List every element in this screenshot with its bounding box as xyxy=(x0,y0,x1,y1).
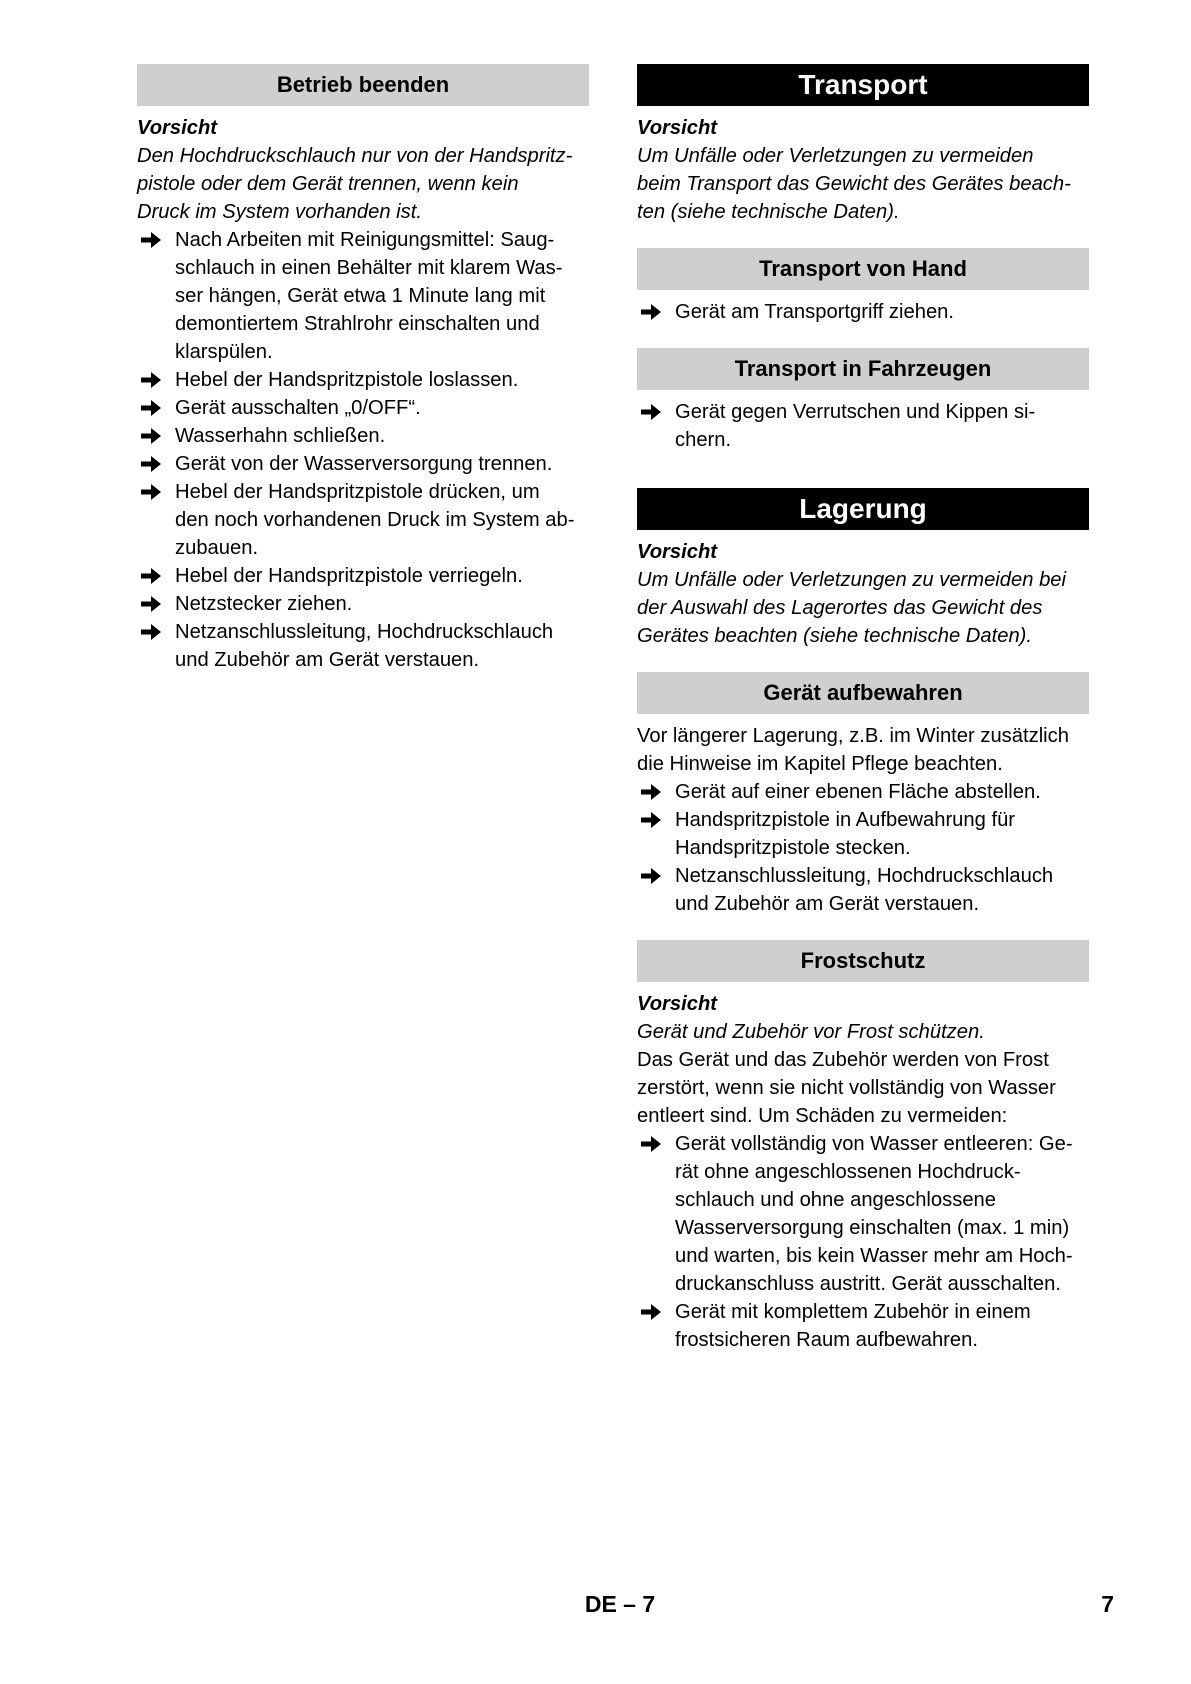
list-item xyxy=(137,422,589,450)
list-item-line: den noch vorhandenen Druck im System ab- xyxy=(175,509,575,531)
text-line: pistole oder dem Gerät trennen, wenn kein xyxy=(137,173,519,195)
list-item-line: Wasserhahn schließen. xyxy=(175,425,386,447)
list-item-line: Gerät von der Wasserversorgung trennen. xyxy=(175,453,553,475)
text-line: zerstört, wenn sie nicht vollständig von Wasser xyxy=(637,1077,1056,1099)
list-item-line: Hebel der Handspritzpistole loslassen. xyxy=(175,369,519,391)
caution-text xyxy=(137,142,589,226)
arrow-right-icon xyxy=(139,226,163,254)
arrow-right-icon xyxy=(139,478,163,506)
text-line: Das Gerät und das Zubehör werden von Frost xyxy=(637,1049,1049,1071)
page-number: 7 xyxy=(1101,1591,1114,1617)
list-item xyxy=(637,398,1089,454)
arrow-right-icon xyxy=(639,398,663,426)
text-line: Vor längerer Lagerung, z.B. im Winter zusätzlich xyxy=(637,725,1069,747)
text-line: beim Transport das Gewicht des Gerätes beach- xyxy=(637,173,1071,195)
arrow-right-icon xyxy=(139,450,163,478)
list-item-line: zubauen. xyxy=(175,537,259,559)
left-column xyxy=(137,64,589,674)
caution-text xyxy=(637,1018,1089,1046)
list-item-line: klarspülen. xyxy=(175,341,273,363)
step-list xyxy=(637,298,1089,326)
arrow-right-icon xyxy=(139,394,163,422)
text-line: entleert sind. Um Schäden zu vermeiden: xyxy=(637,1105,1008,1127)
list-item xyxy=(137,394,589,422)
list-item-line: Netzstecker ziehen. xyxy=(175,593,353,615)
list-item-line: Netzanschlussleitung, Hochdruckschlauch xyxy=(175,621,554,643)
list-item xyxy=(637,862,1089,918)
list-item xyxy=(137,366,589,394)
list-item-line: frostsicheren Raum aufbewahren. xyxy=(675,1329,978,1351)
section-heading-betrieb-beenden: Betrieb beenden xyxy=(137,64,589,106)
text-line: Druck im System vorhanden ist. xyxy=(137,201,422,223)
list-item-line: und warten, bis kein Wasser mehr am Hoch- xyxy=(675,1245,1073,1267)
list-item-line: schlauch und ohne angeschlossene xyxy=(675,1189,996,1211)
paragraph xyxy=(637,1046,1089,1130)
paragraph xyxy=(637,722,1089,778)
right-column xyxy=(637,64,1089,1354)
list-item-line: Handspritzpistole in Aufbewahrung für xyxy=(675,809,1016,831)
list-item-line: rät ohne angeschlossenen Hochdruck- xyxy=(675,1161,1021,1183)
list-item-line: demontiertem Strahlrohr einschalten und xyxy=(175,313,540,335)
step-list xyxy=(637,1130,1089,1354)
list-item-line: Gerät gegen Verrutschen und Kippen si- xyxy=(675,401,1036,423)
list-item-line: Gerät am Transportgriff ziehen. xyxy=(675,301,955,323)
list-item xyxy=(637,778,1089,806)
list-item xyxy=(137,478,589,562)
list-item-line: Nach Arbeiten mit Reinigungsmittel: Saug- xyxy=(175,229,555,251)
list-item-line: Hebel der Handspritzpistole verriegeln. xyxy=(175,565,523,587)
caution-title: Vorsicht xyxy=(637,117,718,139)
list-item xyxy=(137,226,589,366)
arrow-right-icon xyxy=(639,806,663,834)
footer-page-label: DE – 7 xyxy=(584,1591,656,1617)
list-item-line: und Zubehör am Gerät verstauen. xyxy=(175,649,480,671)
list-item-line: Gerät auf einer ebenen Fläche abstellen. xyxy=(675,781,1041,803)
text-line: Gerätes beachten (siehe technische Daten). xyxy=(637,625,1033,647)
text-line: Um Unfälle oder Verletzungen zu vermeiden bei xyxy=(637,569,1067,591)
step-list xyxy=(137,226,589,674)
list-item-line: Netzanschlussleitung, Hochdruckschlauch xyxy=(675,865,1054,887)
list-item xyxy=(137,450,589,478)
arrow-right-icon xyxy=(639,1130,663,1158)
list-item xyxy=(637,298,1089,326)
list-item-line: und Zubehör am Gerät verstauen. xyxy=(675,893,980,915)
list-item xyxy=(637,1298,1089,1354)
caution-title: Vorsicht xyxy=(637,993,718,1015)
step-list xyxy=(637,778,1089,918)
section-heading-frostschutz: Frostschutz xyxy=(637,940,1089,982)
list-item-line: ser hängen, Gerät etwa 1 Minute lang mit xyxy=(175,285,546,307)
chapter-heading-transport: Transport xyxy=(637,64,1089,106)
text-line: Um Unfälle oder Verletzungen zu vermeiden xyxy=(637,145,1034,167)
arrow-right-icon xyxy=(139,366,163,394)
text-line: der Auswahl des Lagerortes das Gewicht des xyxy=(637,597,1043,619)
caution-title: Vorsicht xyxy=(637,541,718,563)
arrow-right-icon xyxy=(139,590,163,618)
arrow-right-icon xyxy=(139,422,163,450)
text-line: ten (siehe technische Daten). xyxy=(637,201,900,223)
caution-text xyxy=(637,142,1089,226)
list-item-line: druckanschluss austritt. Gerät ausschalten. xyxy=(675,1273,1061,1295)
section-heading-transport-von-hand: Transport von Hand xyxy=(637,248,1089,290)
text-line: die Hinweise im Kapitel Pflege beachten. xyxy=(637,753,1003,775)
arrow-right-icon xyxy=(639,862,663,890)
list-item-line: Wasserversorgung einschalten (max. 1 min) xyxy=(675,1217,1070,1239)
arrow-right-icon xyxy=(139,562,163,590)
text-line: Den Hochdruckschlauch nur von der Handspritz- xyxy=(137,145,573,167)
list-item-line: schlauch in einen Behälter mit klarem Was- xyxy=(175,257,563,279)
list-item xyxy=(137,590,589,618)
list-item-line: Gerät vollständig von Wasser entleeren: Ge- xyxy=(675,1133,1073,1155)
text-line: Gerät und Zubehör vor Frost schützen. xyxy=(637,1021,985,1043)
section-heading-transport-in-fahrzeugen: Transport in Fahrzeugen xyxy=(637,348,1089,390)
caution-title: Vorsicht xyxy=(137,117,218,139)
list-item-line: Hebel der Handspritzpistole drücken, um xyxy=(175,481,540,503)
arrow-right-icon xyxy=(639,298,663,326)
list-item xyxy=(637,1130,1089,1298)
list-item-line: Handspritzpistole stecken. xyxy=(675,837,911,859)
chapter-heading-lagerung: Lagerung xyxy=(637,488,1089,530)
list-item xyxy=(637,806,1089,862)
arrow-right-icon xyxy=(639,1298,663,1326)
list-item xyxy=(137,562,589,590)
section-heading-geraet-aufbewahren: Gerät aufbewahren xyxy=(637,672,1089,714)
list-item-line: Gerät ausschalten „0/OFF“. xyxy=(175,397,421,419)
list-item xyxy=(137,618,589,674)
arrow-right-icon xyxy=(639,778,663,806)
caution-text xyxy=(637,566,1089,650)
list-item-line: Gerät mit komplettem Zubehör in einem xyxy=(675,1301,1031,1323)
list-item-line: chern. xyxy=(675,429,732,451)
arrow-right-icon xyxy=(139,618,163,646)
step-list xyxy=(637,398,1089,454)
